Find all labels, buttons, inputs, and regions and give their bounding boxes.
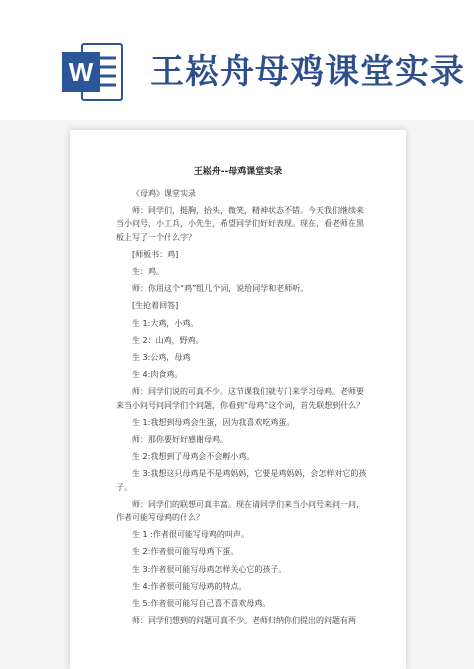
- document-paragraph: 生 4:肉食鸡。: [132, 370, 183, 380]
- document-paragraph: 生 1:大鸡，小鸡。: [132, 318, 199, 328]
- document-paragraph: 师：那你要好好感谢母鸡。: [132, 435, 228, 445]
- banner-title: 王崧舟母鸡课堂实录: [150, 52, 465, 92]
- document-paragraph: 《母鸡》课堂实录: [132, 189, 196, 198]
- document-paragraph: [师板书：鸡]: [132, 249, 179, 259]
- document-paragraph: 生 2：山鸡，野鸡。: [132, 335, 204, 345]
- document-paragraph: 生 1:我想到母鸡会生蛋，因为我喜欢吃鸡蛋。: [132, 417, 295, 427]
- document-paragraph: 生 1 :作者很可能写母鸡的叫声。: [132, 530, 249, 540]
- document-paragraph: 生：鸡。: [132, 267, 164, 277]
- document-paragraph: 师：同学们，挺胸，抬头，微笑，精神状态不错。今天我们继续来当小问号，小工兵，小先生，希望同学们好好表现。现在，看老师在黑板上写了一个什么字？: [116, 206, 364, 242]
- document-paragraph: [生抢着回答]: [132, 301, 179, 311]
- document-paragraph: 生 3:我想这只母鸡是不是鸡妈妈，它要是鸡妈妈，会怎样对它的孩子。: [116, 469, 367, 492]
- document-paragraph: 生 5:作者很可能写自己喜不喜欢母鸡。: [132, 599, 271, 609]
- document-paragraph: 生 3:作者很可能写母鸡怎样关心它的孩子。: [132, 564, 287, 574]
- document-paragraph: 生 3:公鸡，母鸡: [132, 353, 191, 363]
- document-paragraph: 师：你用这个“鸡”组几个词，说给同学和老师听。: [132, 284, 309, 294]
- document-paragraph: 生 2:我想到了母鸡会不会孵小鸡。: [132, 452, 255, 462]
- document-title: 王崧舟--母鸡课堂实录: [193, 167, 283, 177]
- document-paragraph: 师：同学们的联想可真丰富。现在请同学们来当小问号来问一问，作者可能写母鸡的什么？: [116, 499, 364, 523]
- word-document-icon: [60, 42, 124, 102]
- document-paragraph: 生 4:作者很可能写母鸡的特点。: [132, 581, 247, 591]
- document-paragraph: 生 2:作者很可能写母鸡下蛋。: [132, 547, 239, 557]
- document-page: [70, 130, 406, 669]
- document-paragraph: 师：同学们说的可真不少。这节课我们就专门来学习母鸡。老师要来当小问号问同学们个问题，你看到“母鸡”这个词，首先联想到什么？: [116, 387, 365, 410]
- header-banner: [0, 0, 474, 120]
- word-icon-letter: W: [68, 57, 94, 87]
- document-paragraph: 师：同学们想到的问题可真不少。老师归纳你们提出的问题有两: [132, 616, 356, 626]
- document-body: [116, 187, 368, 631]
